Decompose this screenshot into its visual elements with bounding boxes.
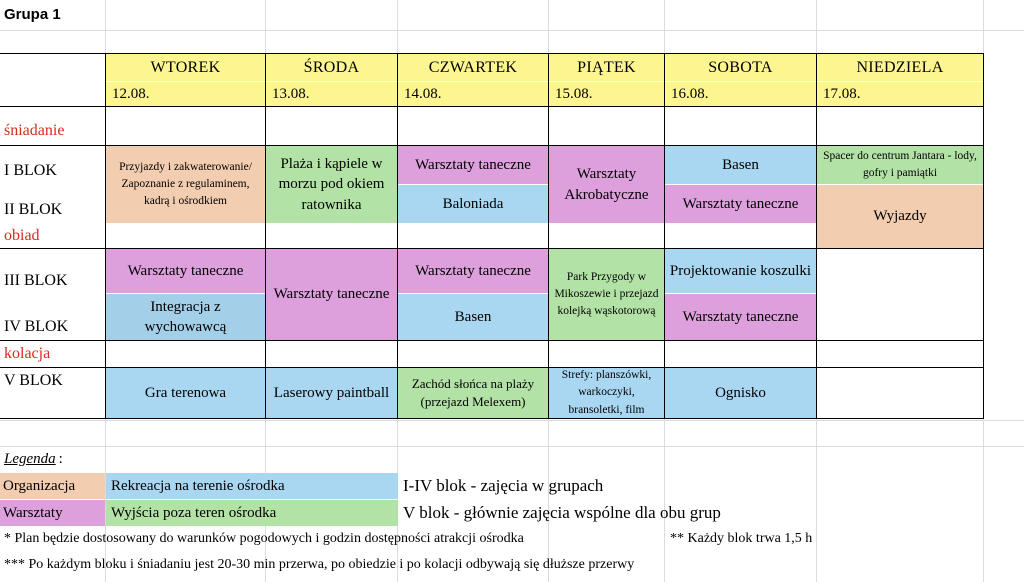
row-label-kolacja: kolacja — [4, 345, 51, 363]
event-thu-pool: Basen — [398, 294, 548, 340]
row-label-blok-4: IV BLOK — [4, 318, 69, 336]
event-sat-dance-workshop-4: Warsztaty taneczne — [665, 294, 816, 340]
event-fri-adventure-park: Park Przygody w Mikoszewie i przejazd kolejką wąskotorową — [549, 249, 664, 340]
legend-note-block-5: V blok - głównie zajęcia wspólne dla obu grup — [403, 502, 721, 522]
event-wed-dance-workshop: Warsztaty taneczne — [266, 249, 397, 340]
legend-organizacja: Organizacja — [0, 473, 105, 499]
footnote-breaks: *** Po każdym bloku i śniadaniu jest 20-30 min przerwa, po obiedzie i po kolacji odbywają się dłuższe przerwy — [4, 556, 635, 572]
event-tue-field-game: Gra terenowa — [106, 368, 265, 418]
event-sat-dance-workshop-2: Warsztaty taneczne — [665, 185, 816, 223]
sheet-title: Grupa 1 — [4, 5, 61, 23]
event-thu-dance-workshop-3: Warsztaty taneczne — [398, 249, 548, 293]
event-sun-walk: Spacer do centrum Jantara - lody, gofry i pamiątki — [817, 146, 983, 184]
date-wtorek: 12.08. — [106, 82, 265, 106]
event-tue-integration: Integracja z wychowawcą — [106, 294, 265, 340]
event-sat-pool: Basen — [665, 146, 816, 184]
date-niedziela: 17.08. — [817, 82, 983, 106]
row-label-sniadanie: śniadanie — [4, 122, 65, 140]
date-piatek: 15.08. — [549, 82, 664, 106]
event-thu-dance-workshop-1: Warsztaty taneczne — [398, 146, 548, 184]
row-label-obiad: obiad — [4, 227, 40, 245]
footnote-block-length: ** Każdy blok trwa 1,5 h — [670, 530, 813, 546]
footnote-weather: * Plan będzie dostosowany do warunków pogodowych i godzin dostępności atrakcji ośrodka — [4, 530, 524, 546]
legend-title-text: Legenda — [4, 450, 56, 467]
event-tue-dance-workshop: Warsztaty taneczne — [106, 249, 265, 293]
legend-title — [0, 447, 105, 471]
legend-wyjscia: Wyjścia poza teren ośrodka — [106, 500, 398, 526]
event-sat-campfire: Ognisko — [665, 368, 816, 418]
row-label-blok-3: III BLOK — [4, 272, 68, 290]
day-header-sroda: ŚRODA — [266, 54, 397, 81]
event-sat-tshirt-design: Projektowanie koszulki — [665, 249, 816, 293]
event-tue-arrival: Przyjazdy i zakwaterowanie/ Zapoznanie z regulaminem, kadrą i ośrodkiem — [106, 146, 265, 223]
event-thu-sunset: Zachód słońca na plaży (przejazd Melexem) — [398, 368, 548, 418]
event-fri-acrobatics: Warsztaty Akrobatyczne — [549, 146, 664, 223]
event-sun-departures: Wyjazdy — [817, 185, 983, 248]
date-sroda: 13.08. — [266, 82, 397, 106]
day-header-niedziela: NIEDZIELA — [817, 54, 983, 81]
row-label-blok-2: II BLOK — [4, 201, 63, 219]
day-header-sobota: SOBOTA — [665, 54, 816, 81]
event-thu-balloons: Baloniada — [398, 185, 548, 223]
date-czwartek: 14.08. — [398, 82, 548, 106]
date-sobota: 16.08. — [665, 82, 816, 106]
event-wed-paintball: Laserowy paintball — [266, 368, 397, 418]
legend-warsztaty: Warsztaty — [0, 500, 105, 526]
day-header-piatek: PIĄTEK — [549, 54, 664, 81]
day-header-wtorek: WTOREK — [106, 54, 265, 81]
day-header-czwartek: CZWARTEK — [398, 54, 548, 81]
legend-note-blocks-1-4: I-IV blok - zajęcia w grupach — [403, 475, 604, 495]
event-wed-beach: Plaża i kąpiele w morzu pod okiem ratownika — [266, 146, 397, 223]
event-fri-zones: Strefy: planszówki, warkoczyki, bransoletki, film — [549, 368, 664, 418]
legend-title-colon: : — [58, 450, 63, 467]
row-label-blok-1: I BLOK — [4, 162, 57, 180]
row-label-blok-5: V BLOK — [4, 372, 63, 390]
legend-rekreacja: Rekreacja na terenie ośrodka — [106, 473, 398, 499]
